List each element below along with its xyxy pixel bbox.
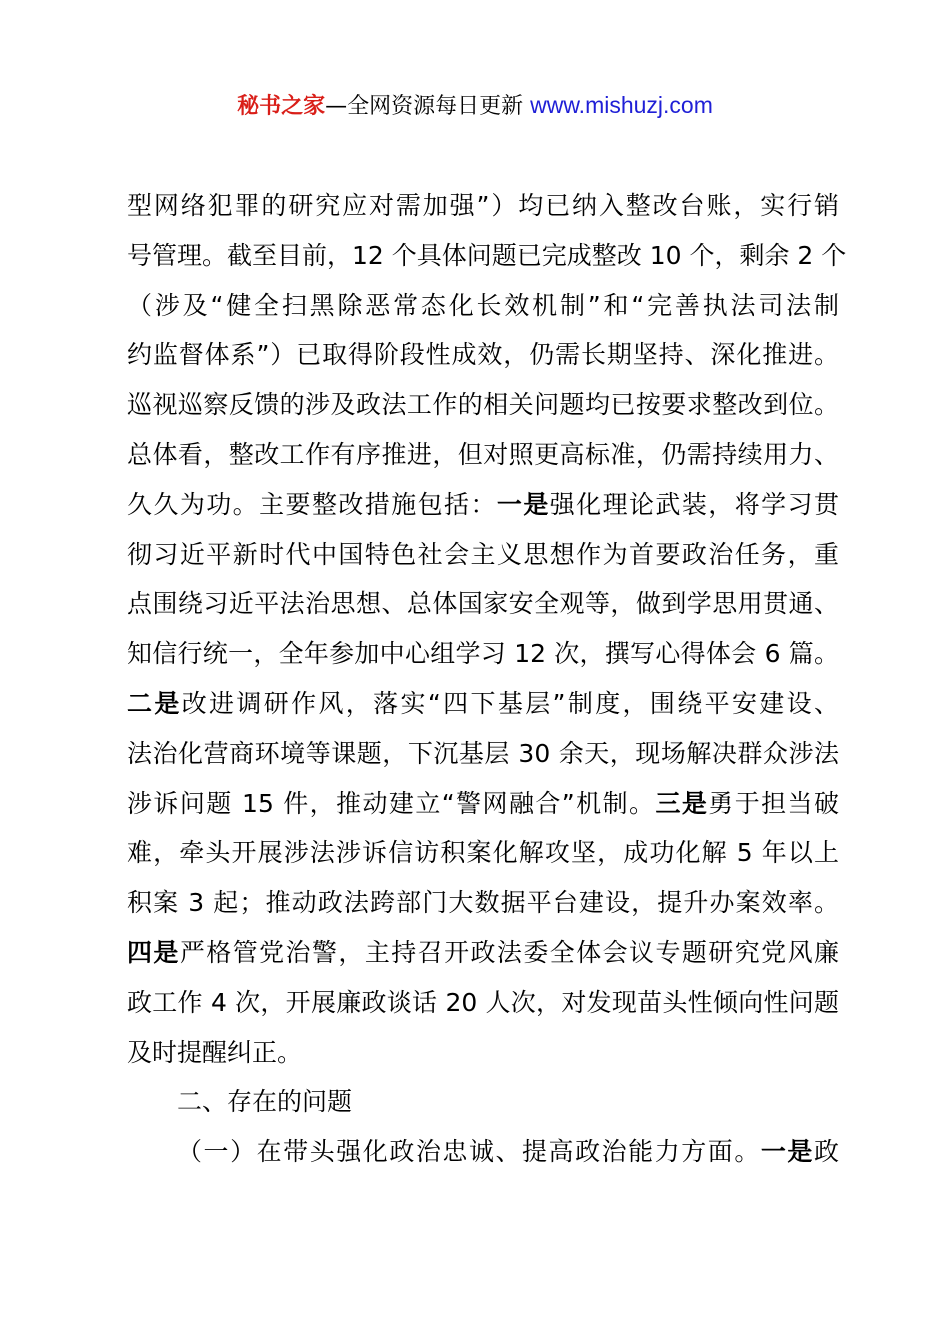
- line-text: 改进调研作风，落实“四下基层”制度，围绕平安建设、: [181, 688, 839, 718]
- paragraph-line: 约监督体系”）已取得阶段性成效，仍需长期坚持、深化推进。: [127, 340, 839, 370]
- line-text: 勇于担当破: [708, 788, 839, 818]
- emphasis-label: 三是: [655, 788, 709, 818]
- paragraph-line: 及时提醒纠正。: [127, 1037, 303, 1067]
- paragraph-line: 号管理。截至目前，12 个具体问题已完成整改 10 个，剩余 2 个: [127, 240, 847, 270]
- line-text: 涉诉问题 15 件，推动建立“警网融合”机制。: [127, 788, 656, 818]
- brand-name: 秘书之家: [237, 94, 326, 119]
- paragraph-line: 难，牵头开展涉法涉诉信访积案化解攻坚，成功化解 5 年以上: [127, 838, 839, 868]
- emphasis-label: 一是: [760, 1137, 814, 1167]
- paragraph-line: 总体看，整改工作有序推进，但对照更高标准，仍需持续用力、: [127, 439, 839, 469]
- subsection-line: [127, 1127, 839, 1177]
- paragraph-line: 巡视巡察反馈的涉及政法工作的相关问题均已按要求整改到位。: [127, 390, 839, 420]
- line-text: 政: [813, 1137, 839, 1167]
- line-text: 久久为功。主要整改措施包括：: [127, 489, 497, 519]
- line-text: （一）在带头强化政治忠诚、提高政治能力方面。: [177, 1137, 761, 1167]
- line-text: 强化理论武装，将学习贯: [549, 489, 839, 519]
- paragraph-line: [127, 679, 839, 729]
- paragraph-line: [127, 779, 839, 829]
- site-url-link[interactable]: www.mishuzj.com: [530, 92, 713, 118]
- emphasis-label: 二是: [127, 688, 182, 718]
- emphasis-label: 一是: [496, 489, 550, 519]
- banner-tagline: —全网资源每日更新: [325, 94, 531, 119]
- paragraph-line: 知信行统一，全年参加中心组学习 12 次，撰写心得体会 6 篇。: [127, 639, 839, 669]
- paragraph-line: 彻习近平新时代中国特色社会主义思想作为首要政治任务，重: [127, 539, 839, 569]
- paragraph-line: 政工作 4 次，开展廉政谈话 20 人次，对发现苗头性倾向性问题: [127, 987, 839, 1017]
- document-body: [127, 181, 847, 1177]
- paragraph-line: [127, 928, 839, 978]
- paragraph-line: 积案 3 起；推动政法跨部门大数据平台建设，提升办案效率。: [127, 888, 839, 918]
- paragraph-line: 点围绕习近平法治思想、总体国家安全观等，做到学思用贯通、: [127, 589, 839, 619]
- paragraph-line: 法治化营商环境等课题，下沉基层 30 余天，现场解决群众涉法: [127, 738, 839, 768]
- emphasis-label: 四是: [127, 937, 180, 967]
- site-banner: [0, 86, 950, 126]
- paragraph-line: 型网络犯罪的研究应对需加强”）均已纳入整改台账，实行销: [127, 191, 839, 220]
- paragraph-line: [127, 480, 839, 530]
- section-heading: 二、存在的问题: [177, 1087, 353, 1117]
- line-text: 严格管党治警，主持召开政法委全体会议专题研究党风廉: [179, 937, 839, 967]
- paragraph-line: （涉及“健全扫黑除恶常态化长效机制”和“完善执法司法制: [127, 290, 839, 320]
